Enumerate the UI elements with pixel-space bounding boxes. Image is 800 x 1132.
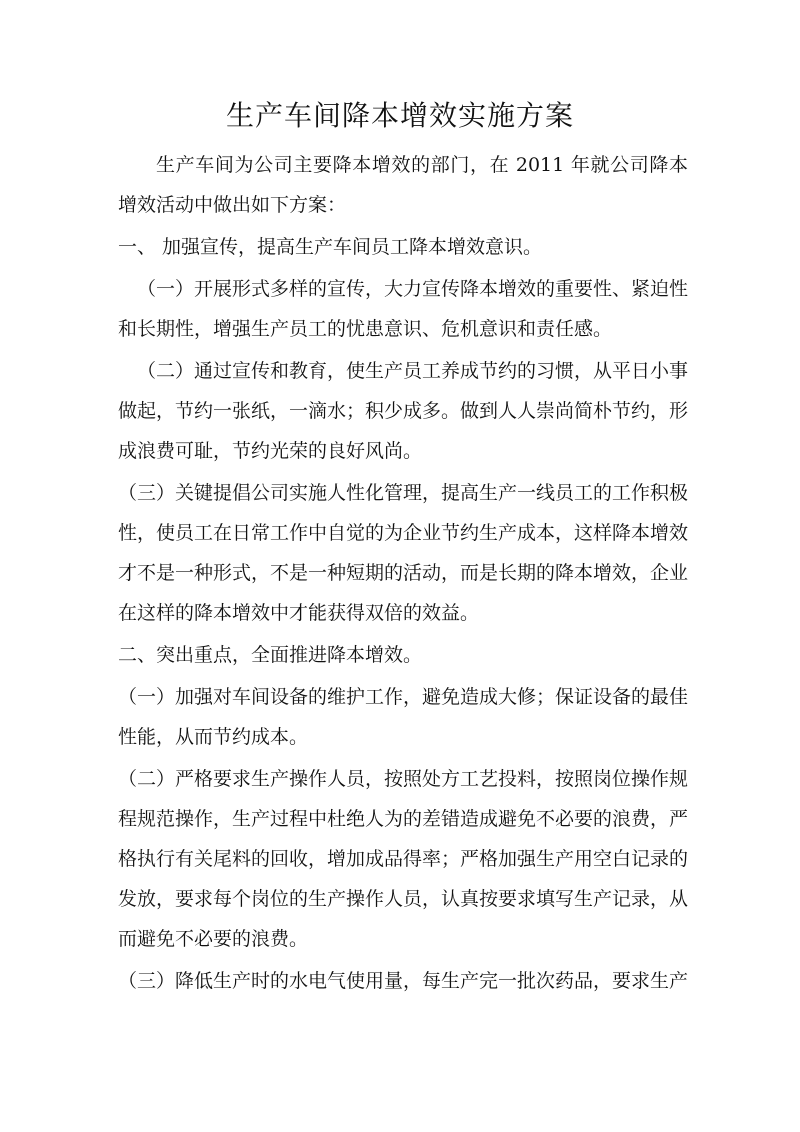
- section-heading-2: 二、突出重点，全面推进降本增效。: [118, 644, 423, 666]
- section-2-item-1: （一）加强对车间设备的维护工作，避免造成大修；保证设备的最佳性能，从而节约成本。: [118, 686, 689, 748]
- section-1-item-3: （三）关键提倡公司实施人性化管理，提高生产一线员工的工作积极性，使员工在日常工作中自觉的为企业节约生产成本，这样降本增效才不是一种形式，不是一种短期的活动，而是长期的降本增效，企业在这样的降本增效中才能获得双倍的效益。: [118, 482, 689, 624]
- section-1-item-2: （二）通过宣传和教育，使生产员工养成节约的习惯，从平日小事做起，节约一张纸，一滴水；积少成多。做到人人崇尚简朴节约，形成浪费可耻，节约光荣的良好风尚。: [118, 360, 689, 462]
- document-title: 生产车间降本增效实施方案: [225, 99, 574, 132]
- section-2-item-2: （二）严格要求生产操作人员，按照处方工艺投料，按照岗位操作规程规范操作，生产过程中杜绝人为的差错造成避免不必要的浪费，严格执行有关尾料的回收，增加成品得率；严格加强生产用空白记录的发放，要求每个岗位的生产操作人员，认真按要求填写生产记录，从而避免不必要的浪费。: [118, 768, 689, 950]
- intro-paragraph: 生产车间为公司主要降本增效的部门，在 2011 年就公司降本增效活动中做出如下方案：: [118, 154, 688, 216]
- section-2-item-3: （三）降低生产时的水电气使用量，每生产完一批次药品，要求生产: [118, 970, 689, 992]
- section-1-item-1: （一）开展形式多样的宣传，大力宣传降本增效的重要性、紧迫性和长期性，增强生产员工的忧患意识、危机意识和责任感。: [118, 278, 689, 340]
- document-body: [118, 145, 688, 1001]
- section-heading-1: 一、 加强宣传，提高生产车间员工降本增效意识。: [118, 236, 543, 258]
